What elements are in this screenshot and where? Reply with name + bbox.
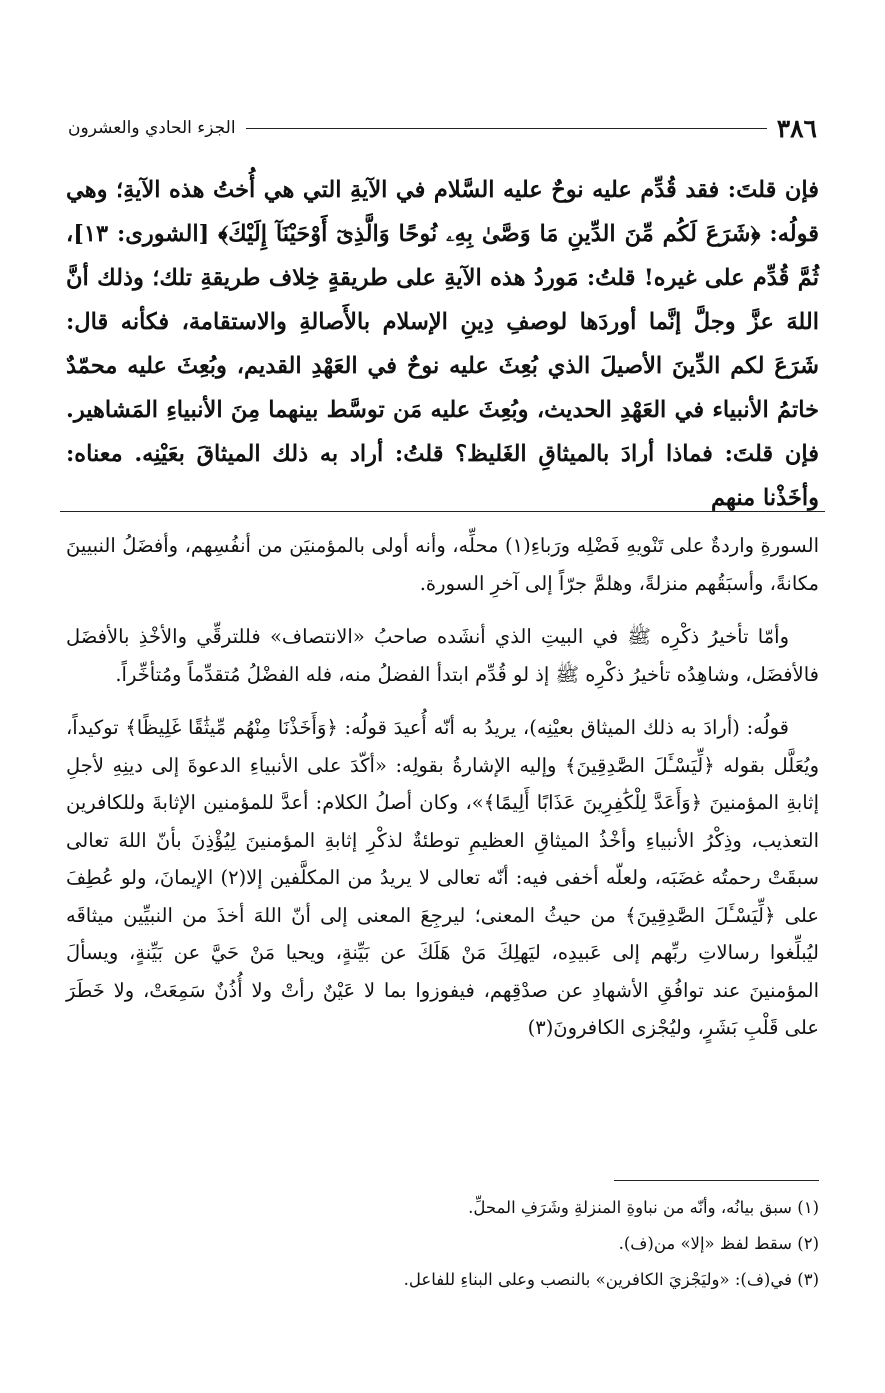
running-title: الجزء الحادي والعشرون: [68, 118, 236, 138]
section-divider: [60, 511, 825, 512]
main-text-block: [66, 168, 819, 520]
footnote-2: (٢) سقط لفظ «إلا» من(ف).: [618, 1234, 819, 1253]
footnote-1: (١) سبق بيانُه، وأنّه من نباوةِ المنزلةِ وشَرَفِ المحلِّ.: [468, 1198, 819, 1217]
footnotes-block: [66, 1190, 819, 1298]
header-rule: [246, 128, 767, 129]
page-number: ٣٨٦: [776, 113, 817, 143]
commentary-paragraph-1: السورةِ واردةٌ على تَنْويهِ فَضْلِه ورَباءِ(١) محلِّه، وأنه أولى بالمؤمنيَن من أنفُسِهم، وأفضَلُ النبيينَ مكانةً، وأسبَقُهم منزلةً، وهلمَّ جرّاً إلى آخرِ السورة.: [66, 534, 820, 595]
page-header: [68, 108, 817, 148]
commentary-paragraph-3: قولُه: (أرادَ به ذلك الميثاق بعيْنِه)، يريدُ به أنّه أُعيدَ قولُه: ﴿وَأَخَذْنَا مِنْهُم مِّيثَٰقًا غَلِيظًا﴾ توكيداً، ويُعَلَّل بقوله ﴿لِّيَسْـَٔلَ الصَّٰدِقِينَ﴾ وإليه الإشارةُ بقولِه: «أكّدَ على الأنبياءِ الدعوةَ إلى دينِهِ لأجلِ إثابةِ المؤمنينَ ﴿وَأَعَدَّ لِلْكَٰفِرِينَ عَذَابًا أَلِيمًا﴾»، وكان أصلُ الكلام: أعدَّ للمؤمنين الإثابةَ وللكافرين التعذيب، وذِكْرُ الأنبياءِ وأخْذُ الميثاقِ العظيمِ توطئةٌ لذكْرِ إثابةِ المؤمنينَ لِيُؤْذِنَ بأنّ اللهَ تعالى سبقَتْ رحمتُه غضَبَه، ولعلّه أخفى فيه: أنّه تعالى لا يريدُ من المكلَّفين إلا(٢) الإيمانَ، ولو عُطِفَ على ﴿لِّيَسْـَٔلَ الصَّٰدِقِينَ﴾ من حيثُ المعنى؛ ليرجِعَ المعنى إلى أنّ اللهَ أخذَ من النبيِّين ميثاقَه ليُبلِّغوا رسالاتِ ربِّهم إلى عَبيدِه، ليَهلِكَ مَنْ هَلَكَ عن بَيِّنةٍ، ويحيا مَنْ حَيَّ عن بَيِّنةٍ، ويسألَ المؤمنينَ عند توافُقِ الأشهادِ عن صدْقِهم، فيفوزوا بما لا عَيْنٌ رأتْ ولا أُذُنٌ سَمِعَتْ، ولا خَطَرَ على قَلْبِ بَشَرٍ، وليُجْزى الكافرونَ(٣): [66, 716, 820, 1039]
main-text-paragraph: فإن قلتَ: فقد قُدِّم عليه نوحٌ عليه السَّلام في الآيةِ التي هي أُختُ هذه الآيةِ؛ وهي قولُه: ﴿شَرَعَ لَكُم مِّنَ الدِّينِ مَا وَصَّىٰ بِهِۦ نُوحًا وَالَّذِىٓ أَوْحَيْنَآ إِلَيْكَ﴾ [الشورى: ١٣]، ثُمَّ قُدِّم على غيره! قلتُ: مَوردُ هذه الآيةِ على طريقةٍ خِلاف طريقةِ تلك؛ وذلك أنَّ اللهَ عزَّ وجلَّ إنَّما أوردَها لوصفِ دِينِ الإسلام بالأَصالةِ والاستقامة، فكأنه قال: شَرَعَ لكم الدِّينَ الأصيلَ الذي بُعِثَ عليه نوحٌ في العَهْدِ القديم، وبُعِثَ عليه محمّدٌ خاتمُ الأنبياء في العَهْدِ الحديث، وبُعِثَ عليه مَن توسَّط بينهما مِنَ الأنبياءِ المَشاهير. فإن قلتَ: فماذا أرادَ بالميثاقِ الغَليظ؟ قلتُ: أراد به ذلك الميثاقَ بعَيْنِه. معناه: وأخَذْنا منهم: [66, 177, 819, 511]
commentary-paragraph-2: وأمّا تأخيرُ ذكْرِه ﷺ في البيتِ الذي أنشَده صاحبُ «الانتصاف» فللترقِّي والأخْذِ بالأفضَل فالأفضَل، وشاهِدُه تأخيرُ ذكْرِه ﷺ إذ لو قُدِّم ابتدأ الفضلُ منه، فله الفضْلُ مُتقدِّماً ومُتأخِّراً.: [66, 625, 819, 686]
footnote-3: (٣) في(ف): «وليَجْزيَ الكافرين» بالنصب وعلى البناءِ للفاعل.: [403, 1270, 819, 1289]
footnote-rule: [614, 1180, 819, 1181]
commentary-block: [66, 527, 819, 1063]
